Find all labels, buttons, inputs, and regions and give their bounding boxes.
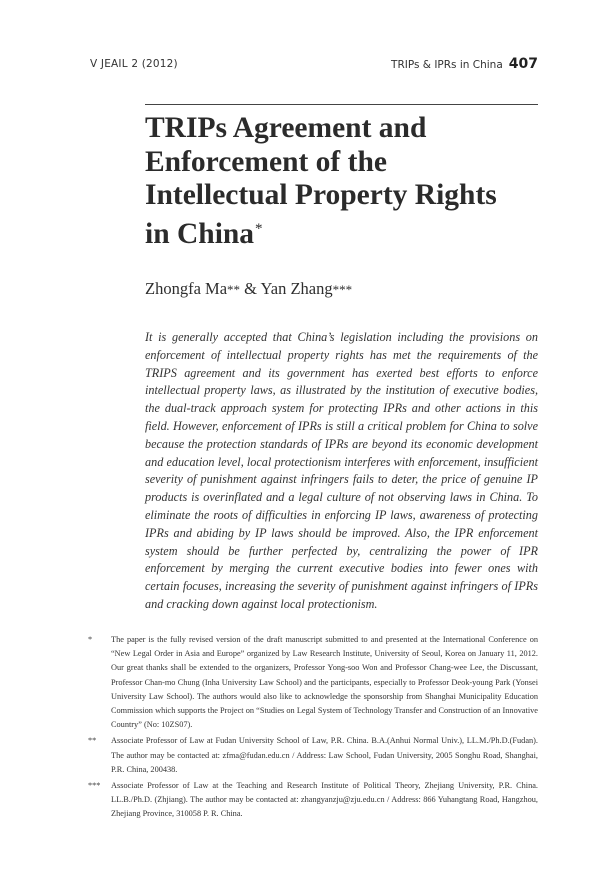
footnote-1 — [88, 633, 538, 732]
footnote-3-mark: *** — [88, 781, 101, 791]
footnotes — [88, 633, 538, 824]
title-line-1: TRIPs Agreement and — [145, 112, 427, 144]
title-line-3: Intellectual Property Rights — [145, 179, 497, 211]
footnote-2-text: Associate Professor of Law at Fudan University School of Law, P.R. China. B.A.(Anhui Normal Univ.), LL.M./Ph.D.(Fudan). The author may be contacted at: zfma@fudan.edu.cn / Address: Law School, Fudan University, 2005 Songhu Road, Shanghai, P.R. China, 200438. — [111, 736, 538, 774]
author-2-footnote-mark: *** — [332, 282, 353, 297]
title-line-2: Enforcement of the — [145, 145, 387, 178]
article-title — [145, 112, 545, 251]
footnote-2-mark: ** — [88, 736, 97, 746]
author-line — [145, 279, 352, 299]
author-connector: & — [244, 279, 257, 298]
footnote-3-text: Associate Professor of Law at the Teaching and Research Institute of Political Theory, Zhejiang University, P.R. China. LL.B./Ph.D. (Zhjiang). The author may be contacted at: zhangyanzju@zju.edu.cn / Address: 866 Yuhangtang Road, Hangzhou, Zhejiang Province, 310058 P. R. China. — [111, 781, 538, 819]
page-number: 407 — [508, 56, 538, 72]
running-title: TRIPs & IPRs in China — [391, 59, 503, 71]
footnote-1-text: The paper is the fully revised version of the draft manuscript submitted to and presented at the International Conference on “New Legal Order in Asia and Europe” organized by Law Research Institute, University of Seoul, Korea on January 11, 2012. Our great thanks shall be extended to the organizers, Professor Yong-soo Won and Professor Chang-wee Lee, the Discussant, Professor Chan-mo Chung (Inha University Law School) and the participants, especially to Professor Deok-young Park (Yonsei University Law School). The authors would also like to acknowledge the sponsorship from Shanghai Municipality Education Commission which supports the Project on “Studies on Legal System of Technology Transfer and Construction of an Innovative Country” (No: 10ZS07). — [111, 635, 538, 730]
footnote-1-mark: * — [88, 635, 93, 644]
title-line-4-text: in China — [145, 217, 255, 250]
journal-issue: V JEAIL 2 (2012) — [90, 58, 178, 70]
author-1-footnote-mark: ** — [227, 282, 241, 297]
author-1: Zhongfa Ma — [145, 279, 228, 298]
author-2: Yan Zhang — [260, 279, 333, 298]
title-rule — [145, 104, 538, 105]
footnote-2 — [88, 734, 538, 777]
abstract: It is generally accepted that China’s legislation including the provisions on enforcement of intellectual property rights has met the requirements of the TRIPS agreement and its government has exerted best efforts to enforce intellectual property laws, as illustrated by the institution of executive bodies, the dual-track approach system for protecting IPRs and other actions in this field. However, enforcement of IPRs is still a critical problem for China to solve because the protection standards of IPRs are beyond its economic development and education level, local protectionism interferes with enforcement, insufficient severity of punishment against infringers fails to deter, the price of genuine IP products is overinflated and a legal culture of not observing laws in China. To eliminate the roots of difficulties in enforcing IP laws, awareness of protecting IPRs and abiding by IP laws should be improved. Also, the IPR enforcement system should be further perfected by, centralizing the power of IPR enforcement by merging the current executive bodies into fewer ones with certain focuses, increasing the severity of punishment against infringers of IPRs and cracking down against local protectionism. — [145, 330, 538, 611]
running-header — [391, 56, 538, 72]
title-footnote-mark: * — [255, 220, 263, 237]
title-line-4 — [145, 213, 545, 252]
footnote-3 — [88, 779, 538, 822]
